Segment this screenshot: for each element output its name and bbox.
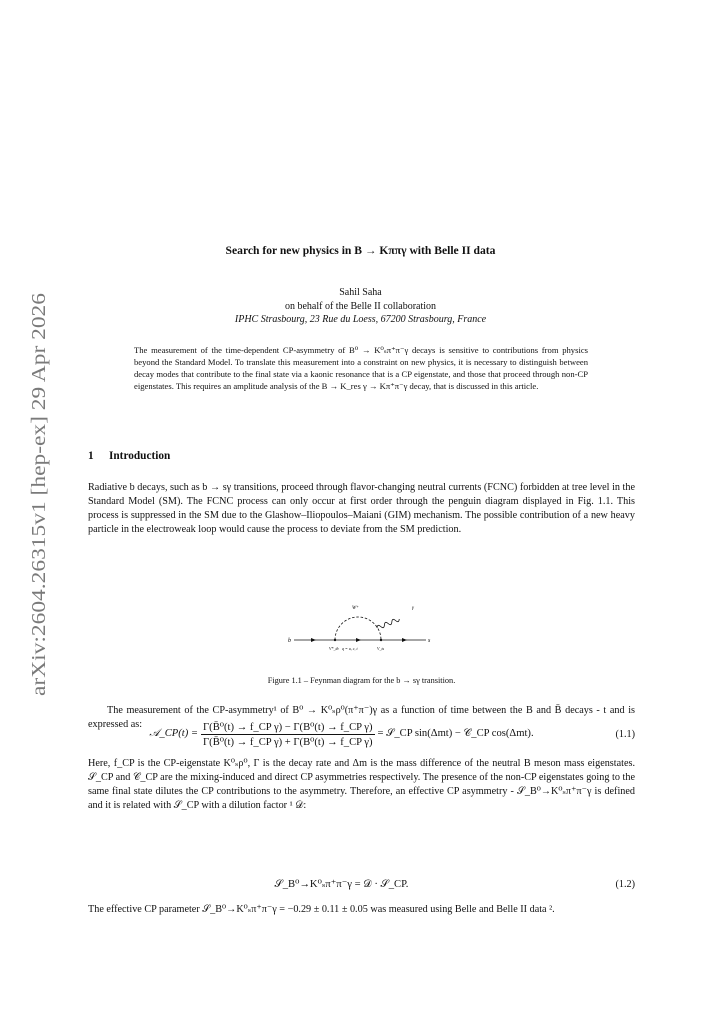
label-vertex-2: V_ts: [377, 646, 385, 651]
photon-line: [376, 617, 400, 630]
author-name: Sahil Saha: [339, 287, 382, 298]
section-title: Introduction: [109, 450, 171, 462]
eq1-number: (1.1): [615, 728, 635, 740]
eq2-number: (1.2): [615, 878, 635, 890]
eq1-lhs: 𝒜_CP(t) =: [149, 728, 199, 739]
abstract: The measurement of the time-dependent CP-asymmetry of B⁰ → K⁰ₛπ⁺π⁻γ decays is sensitive to contributions from physics beyond the Standard Model. To translate this measurement into a constraint on new physics, it is necessary to distinguish between decay modes that contribute to the final state via a kaonic resonance that is a CP eigenstate, and those that proceed through non-CP eigenstates. This requires an amplitude analysis of the B → K_res γ → Kπ⁺π⁻γ decay, that is discussed in this article.: [134, 345, 588, 392]
definitions-paragraph: Here, f_CP is the CP-eigenstate K⁰ₛρ⁰, Γ is the decay rate and Δm is the mass difference of the neutral B meson mass eigenstates. 𝒮_CP and 𝒞_CP are the mixing-induced and direct CP asymmetries respectively. The presence of the non-CP eigenstates going to the same final state dilutes the CP contributions to the asymmetry. Therefore, an effective CP asymmetry - 𝒮_B⁰→K⁰ₛπ⁺π⁻γ is defined and it is related with 𝒮_CP with a dilution factor ¹ 𝒟:: [88, 758, 635, 811]
author-block: [90, 286, 631, 327]
intro-paragraph: Radiative b decays, such as b → sγ transitions, proceed through flavor-changing neutral currents (FCNC) forbidden at tree level in the Standard Model (SM). The FCNC process can only occur at first order through the penguin diagram displayed in Fig. 1.1. This process is suppressed in the SM due to the Glashow–Iliopoulos–Maiani (GIM) mechanism. The possible contribution of a new heavy particle in the electroweak loop would cause the process to deviate from the SM prediction.: [88, 482, 635, 535]
feynman-diagram: [280, 598, 440, 660]
label-quarks: q = u, c, t: [342, 646, 358, 651]
eq1-numerator: Γ(B̄⁰(t) → f_CP γ) − Γ(B⁰(t) → f_CP γ): [203, 721, 373, 733]
arrow-q: [356, 638, 361, 642]
arrow-s: [402, 638, 407, 642]
section-heading: [88, 450, 170, 462]
w-boson-loop: [335, 617, 381, 640]
label-vertex-1: V*_tb: [329, 646, 339, 651]
vertex-2: [380, 639, 382, 641]
equation-1-1: [88, 711, 635, 757]
arrow-b: [311, 638, 316, 642]
measurement-paragraph: The measurement of the CP-asymmetry¹ of B⁰ → K⁰ₛρ⁰(π⁺π⁻)γ as a function of time between the B and B̄ decays - t and is expressed as:: [88, 705, 635, 730]
author-affiliation: IPHC Strasbourg, 23 Rue du Loess, 67200 Strasbourg, France: [234, 314, 487, 325]
equation-1-2: [88, 876, 635, 892]
eq1-fraction: [201, 721, 374, 748]
arxiv-stamp: [18, 292, 54, 697]
label-gamma: γ: [412, 606, 414, 611]
figure-caption: Figure 1.1 – Feynman diagram for the b → sγ transition.: [267, 676, 456, 685]
label-s: s: [428, 638, 431, 644]
effective-parameter-paragraph: The effective CP parameter 𝒮_B⁰→K⁰ₛπ⁺π⁻γ = −0.29 ± 0.11 ± 0.05 was measured using Belle and Belle II data ².: [88, 904, 555, 915]
equation-1-2-body: [88, 878, 595, 891]
section-number: 1: [88, 450, 94, 462]
equation-1-1-body: [88, 721, 595, 748]
paper-title: Search for new physics in B → Kππγ with Belle II data: [225, 244, 496, 257]
vertex-1: [334, 639, 336, 641]
eq1-rhs: = 𝒮_CP sin(Δmt) − 𝒞_CP cos(Δmt).: [377, 728, 534, 739]
author-collaboration: on behalf of the Belle II collaboration: [284, 300, 437, 312]
eq2-expression: 𝒮_B⁰→K⁰ₛπ⁺π⁻γ = 𝒟 · 𝒮_CP.: [274, 878, 409, 890]
label-w: W⁺: [352, 606, 359, 611]
eq1-denominator: Γ(B̄⁰(t) → f_CP γ) + Γ(B⁰(t) → f_CP γ): [203, 736, 373, 748]
arxiv-id-text: arXiv:2604.26315v1 [hep-ex] 29 Apr 2026: [29, 359, 50, 696]
label-b: b: [288, 638, 291, 644]
